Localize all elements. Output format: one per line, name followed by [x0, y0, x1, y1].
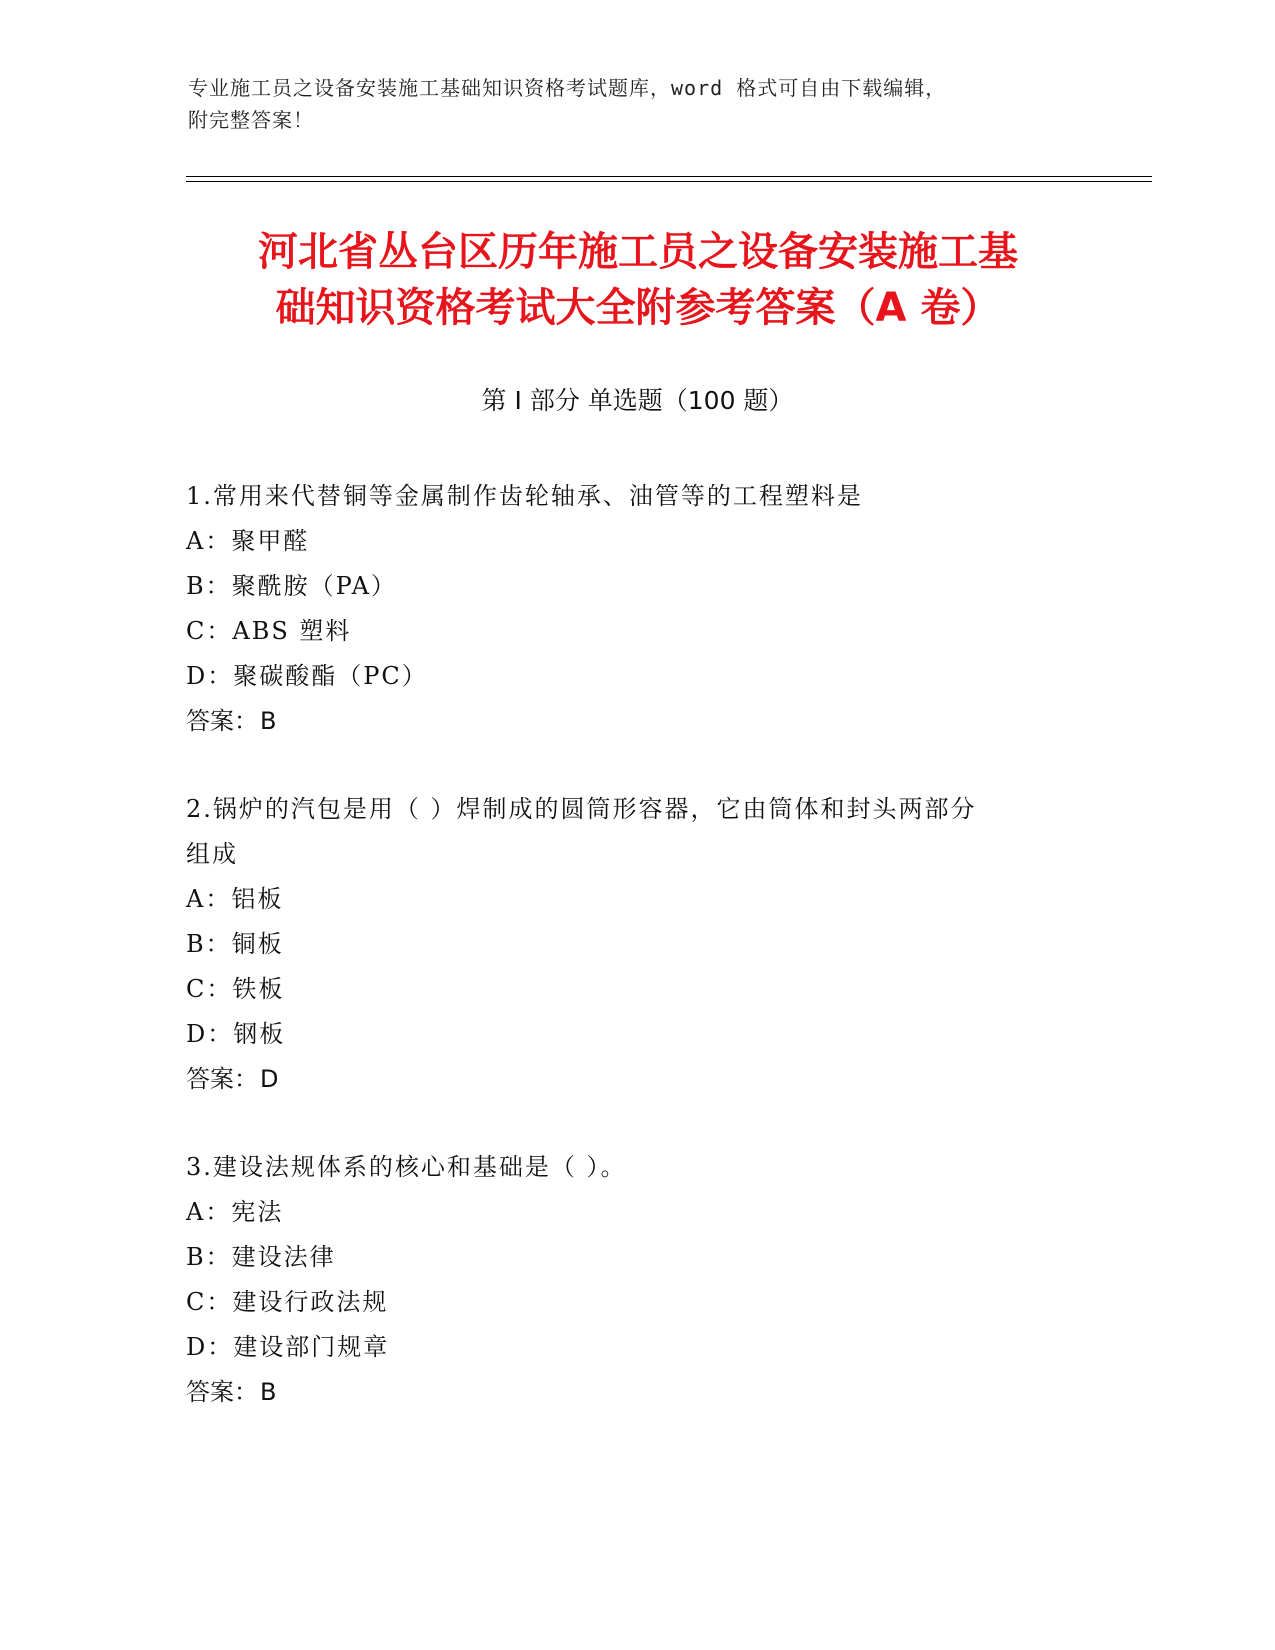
answer-value: B — [260, 1378, 277, 1406]
header-rule-bottom — [186, 181, 1152, 182]
option-d: D：建设部门规章 — [186, 1333, 390, 1361]
answer-line — [186, 699, 1086, 744]
question-stem-continued: 组成 — [186, 840, 238, 868]
answer-value: B — [260, 707, 277, 735]
question-2 — [186, 787, 1086, 1102]
answer-line — [186, 1370, 1086, 1415]
question-stem: 3.建设法规体系的核心和基础是（ ）。 — [186, 1153, 627, 1181]
header-note-line-2: 附完整答案！ — [188, 108, 314, 132]
answer-value: D — [260, 1065, 279, 1093]
question-stem: 2.锅炉的汽包是用（ ）焊制成的圆筒形容器，它由筒体和封头两部分 — [186, 795, 977, 823]
option-b: B：铜板 — [186, 930, 284, 958]
header-note — [188, 72, 1068, 136]
option-a: A：聚甲醛 — [186, 527, 310, 555]
question-3 — [186, 1145, 1086, 1415]
question-list — [186, 474, 1086, 1458]
option-b: B：聚酰胺（PA） — [186, 572, 397, 600]
question-1 — [186, 474, 1086, 744]
option-c: C：铁板 — [186, 975, 285, 1003]
option-a: A：宪法 — [186, 1198, 284, 1226]
answer-line — [186, 1057, 1086, 1102]
option-d: D：聚碳酸酯（PC） — [186, 662, 428, 690]
section-heading: 第 I 部分 单选题（100 题） — [481, 386, 794, 415]
answer-label: 答案： — [186, 1378, 258, 1406]
option-a: A：铝板 — [186, 885, 284, 913]
answer-label: 答案： — [186, 1065, 258, 1093]
header-rule-top — [186, 176, 1152, 177]
question-stem: 1.常用来代替铜等金属制作齿轮轴承、油管等的工程塑料是 — [186, 482, 863, 510]
title-line-1: 河北省丛台区历年施工员之设备安装施工基 — [258, 229, 1018, 275]
option-c: C：建设行政法规 — [186, 1288, 389, 1316]
header-note-line-1: 专业施工员之设备安装施工基础知识资格考试题库，word 格式可自由下载编辑， — [188, 76, 947, 100]
option-d: D：钢板 — [186, 1020, 286, 1048]
option-b: B：建设法律 — [186, 1243, 336, 1271]
title-line-2: 础知识资格考试大全附参考答案（A 卷） — [275, 285, 1001, 331]
option-c: C：ABS 塑料 — [186, 617, 352, 645]
document-title — [150, 224, 1126, 336]
answer-label: 答案： — [186, 707, 258, 735]
